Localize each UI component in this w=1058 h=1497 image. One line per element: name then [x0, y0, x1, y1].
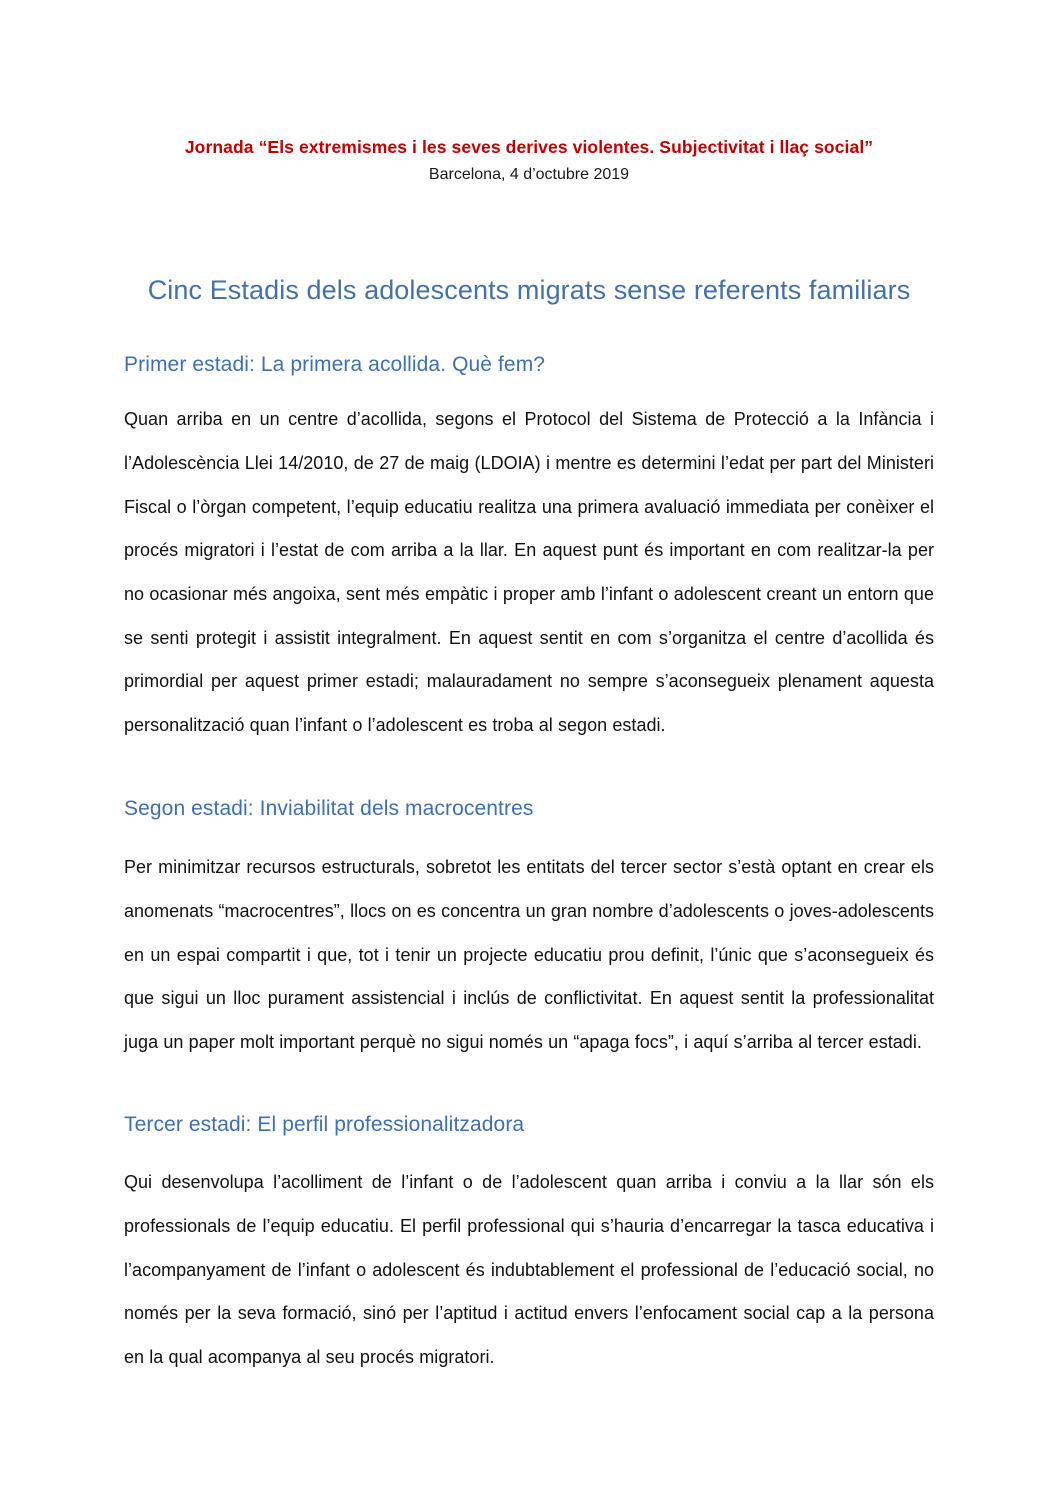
running-header-title: Jornada “Els extremismes i les seves derives violentes. Subjectivitat i llaç social” [184, 137, 874, 157]
page-title: Cinc Estadis dels adolescents migrats sense referents familiars [147, 275, 911, 306]
section-heading-tercer-estadi: Tercer estadi: El perfil professionalitzadora [124, 1112, 525, 1136]
section-heading-primer-estadi: Primer estadi: La primera acollida. Què fem? [124, 352, 546, 376]
running-header [124, 0, 934, 186]
section-paragraph-segon-estadi: Per minimitzar recursos estructurals, sobretot les entitats del tercer sector s’està optant en crear els anomenats “macrocentres”, llocs on es concentra un gran nombre d’adolescents o joves-adolescents en un espai compartit i que, tot i tenir un projecte educatiu prou definit, l’únic que s’aconsegueix és que sigui un lloc purament assistencial i inclús de conflictivitat. En aquest sentit la professionalitat juga un paper molt important perquè no sigui només un “apaga focs”, i aquí s’arriba al tercer estadi. [124, 857, 934, 1053]
section-paragraph-primer-estadi: Quan arriba en un centre d’acollida, segons el Protocol del Sistema de Protecció a la Infància i l’Adolescència Llei 14/2010, de 27 de maig (LDOIA) i mentre es determini l’edat per part del Ministeri Fiscal o l’òrgan competent, l’equip educatiu realitza una primera avaluació immediata per conèixer el procés migratori i l’estat de com arriba a la llar. En aquest punt és important en com realitzar-la per no ocasionar més angoixa, sent més empàtic i proper amb l’infant o adolescent creant un entorn que se senti protegit i assistit integralment. En aquest sentit en com s’organitza el centre d’acollida és primordial per aquest primer estadi; malauradament no sempre s’aconsegueix plenament aquesta personalització quan l’infant o l’adolescent es troba al segon estadi. [124, 409, 934, 736]
document-content [124, 0, 934, 1380]
running-header-subtitle: Barcelona, 4 d’octubre 2019 [428, 165, 630, 183]
section-paragraph-tercer-estadi: Qui desenvolupa l’acolliment de l’infant o de l’adolescent quan arriba i conviu a la llar són els professionals de l’equip educatiu. El perfil professional qui s’hauria d’encarregar la tasca educativa i l’acompanyament de l’infant o adolescent és indubtablement el professional de l’educació social, no només per la seva formació, sinó per l’aptitud i actitud envers l’enfocament social cap a la persona en la qual acompanya al seu procés migratori. [124, 1172, 934, 1368]
section-heading-segon-estadi: Segon estadi: Inviabilitat dels macrocentres [124, 796, 534, 820]
